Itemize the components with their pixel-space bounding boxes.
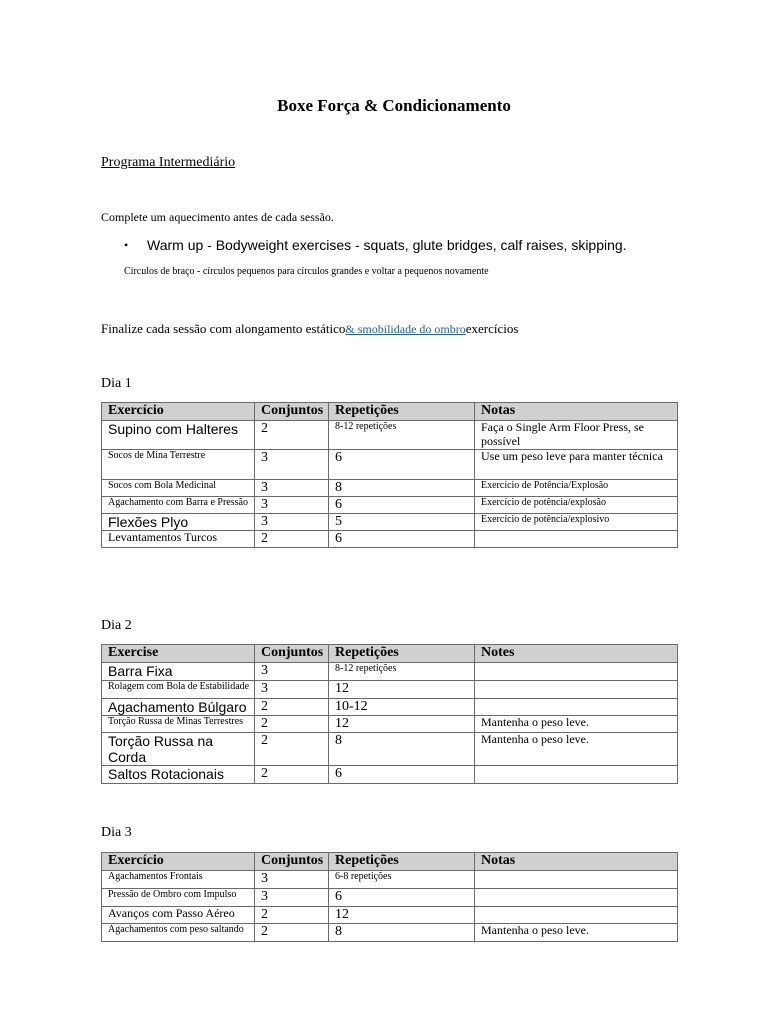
exercise-cell: Torção Russa na Corda — [102, 733, 255, 766]
table-row — [102, 421, 678, 450]
sets-cell: 3 — [255, 479, 329, 496]
exercise-cell: Torção Russa de Minas Terrestres — [102, 716, 255, 733]
reps-cell: 6 — [329, 496, 475, 513]
table-row — [102, 924, 678, 942]
header-exercise: Exercise — [102, 645, 255, 663]
notes-cell — [475, 871, 678, 889]
header-sets: Conjuntos — [255, 853, 329, 871]
sets-cell: 2 — [255, 421, 329, 450]
exercise-cell: Rolagem com Bola de Estabilidade — [102, 681, 255, 699]
reps-cell: 6 — [329, 766, 475, 784]
day-3-table — [101, 852, 678, 942]
sets-cell: 2 — [255, 766, 329, 784]
notes-cell — [475, 699, 678, 716]
link-amp: & s — [345, 322, 363, 336]
exercise-cell: Agachamento com Barra e Pressão — [102, 496, 255, 513]
day-3-label: Dia 3 — [101, 825, 132, 840]
table-row — [102, 716, 678, 733]
exercise-cell: Agachamentos com peso saltando — [102, 924, 255, 942]
sets-cell: 3 — [255, 871, 329, 889]
exercise-cell: Socos de Mina Terrestre — [102, 449, 255, 479]
exercise-cell: Saltos Rotacionais — [102, 766, 255, 784]
arm-circles-text: Círculos de braço - círculos pequenos para círculos grandes e voltar a pequenos novamente — [124, 266, 489, 277]
exercise-cell: Pressão de Ombro com Impulso — [102, 889, 255, 907]
notes-cell: Mantenha o peso leve. — [475, 733, 678, 766]
sets-cell: 2 — [255, 699, 329, 716]
exercise-cell: Levantamentos Turcos — [102, 530, 255, 547]
notes-cell: Exercício de Potência/Explosão — [475, 479, 678, 496]
sets-cell: 3 — [255, 449, 329, 479]
exercise-cell: Flexões Plyo — [102, 513, 255, 530]
notes-cell — [475, 889, 678, 907]
link-text: mobilidade do ombro — [362, 322, 466, 336]
reps-cell: 12 — [329, 716, 475, 733]
reps-cell: 8 — [329, 479, 475, 496]
notes-cell: Exercício de potência/explosão — [475, 496, 678, 513]
exercise-cell: Supino com Halteres — [102, 421, 255, 450]
notes-cell: Mantenha o peso leve. — [475, 716, 678, 733]
sets-cell: 2 — [255, 924, 329, 942]
sets-cell: 2 — [255, 907, 329, 924]
notes-cell — [475, 663, 678, 681]
table-row — [102, 663, 678, 681]
sets-cell: 2 — [255, 530, 329, 547]
document-title: Boxe Força & Condicionamento — [277, 96, 511, 115]
finalize-text — [101, 321, 518, 337]
table-row — [102, 449, 678, 479]
header-exercise: Exercício — [102, 853, 255, 871]
notes-cell: Mantenha o peso leve. — [475, 924, 678, 942]
warmup-intro: Complete um aquecimento antes de cada sessão. — [101, 210, 334, 224]
table-row — [102, 513, 678, 530]
table-header-row — [102, 403, 678, 421]
sets-cell: 3 — [255, 513, 329, 530]
table-row — [102, 733, 678, 766]
reps-cell: 5 — [329, 513, 475, 530]
table-row — [102, 530, 678, 547]
sets-cell: 2 — [255, 716, 329, 733]
reps-cell: 8 — [329, 733, 475, 766]
notes-cell — [475, 766, 678, 784]
header-reps: Repetições — [329, 645, 475, 663]
notes-cell — [475, 681, 678, 699]
sets-cell: 3 — [255, 496, 329, 513]
reps-cell: 12 — [329, 907, 475, 924]
bullet-icon: • — [124, 238, 129, 252]
header-notes: Notes — [475, 645, 678, 663]
reps-cell: 10-12 — [329, 699, 475, 716]
reps-cell: 8-12 repetições — [329, 421, 475, 450]
header-reps: Repetições — [329, 853, 475, 871]
header-sets: Conjuntos — [255, 645, 329, 663]
reps-cell: 6 — [329, 530, 475, 547]
notes-cell: Use um peso leve para manter técnica — [475, 449, 678, 479]
table-row — [102, 907, 678, 924]
sets-cell: 3 — [255, 663, 329, 681]
exercise-cell: Agachamentos Frontais — [102, 871, 255, 889]
header-notes: Notas — [475, 403, 678, 421]
day-2-table — [101, 644, 678, 784]
table-row — [102, 766, 678, 784]
sets-cell: 2 — [255, 733, 329, 766]
exercise-cell: Avanços com Passo Aéreo — [102, 907, 255, 924]
header-exercise: Exercício — [102, 403, 255, 421]
sets-cell: 3 — [255, 681, 329, 699]
table-header-row — [102, 645, 678, 663]
table-row — [102, 871, 678, 889]
program-heading: Programa Intermediário — [101, 155, 236, 170]
table-header-row — [102, 853, 678, 871]
notes-cell: Exercício de potência/explosivo — [475, 513, 678, 530]
reps-cell: 6 — [329, 889, 475, 907]
reps-cell: 12 — [329, 681, 475, 699]
sets-cell: 3 — [255, 889, 329, 907]
header-reps: Repetições — [329, 403, 475, 421]
table-row — [102, 496, 678, 513]
header-sets: Conjuntos — [255, 403, 329, 421]
mobility-link[interactable] — [345, 322, 465, 336]
finalize-prefix: Finalize cada sessão com alongamento estático — [101, 321, 346, 336]
reps-cell: 6-8 repetições — [329, 871, 475, 889]
header-notes: Notas — [475, 853, 678, 871]
exercise-cell: Socos com Bola Medicinal — [102, 479, 255, 496]
table-row — [102, 889, 678, 907]
finalize-suffix: exercícios — [465, 321, 519, 336]
warmup-bullet: Warm up - Bodyweight exercises - squats, glute bridges, calf raises, skipping. — [147, 237, 627, 253]
table-row — [102, 699, 678, 716]
exercise-cell: Barra Fixa — [102, 663, 255, 681]
day-2-label: Dia 2 — [101, 618, 132, 633]
notes-cell — [475, 530, 678, 547]
notes-cell: Faça o Single Arm Floor Press, se possível — [475, 421, 678, 450]
day-1-table — [101, 402, 678, 548]
table-row — [102, 681, 678, 699]
reps-cell: 6 — [329, 449, 475, 479]
notes-cell — [475, 907, 678, 924]
reps-cell: 8-12 repetições — [329, 663, 475, 681]
day-1-label: Dia 1 — [101, 376, 132, 391]
exercise-cell: Agachamento Búlgaro — [102, 699, 255, 716]
reps-cell: 8 — [329, 924, 475, 942]
table-row — [102, 479, 678, 496]
